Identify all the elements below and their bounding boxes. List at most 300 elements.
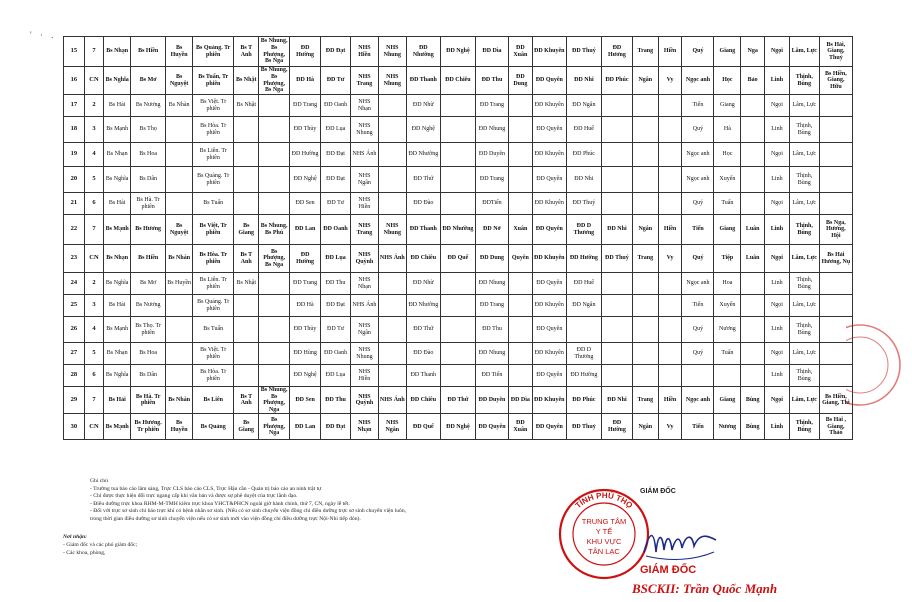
duty-cell	[601, 167, 632, 193]
duty-cell: ĐD Thuý	[566, 193, 601, 215]
duty-cell: Nương	[714, 317, 741, 343]
duty-cell: Bs Hải	[104, 387, 131, 414]
duty-cell	[378, 317, 406, 343]
duty-cell: ĐD Dìa	[475, 37, 508, 67]
stamp-line: TÂN LẠC	[588, 547, 620, 556]
duty-cell	[508, 143, 532, 167]
duty-cell: Bs Quảng. Tr phiên	[193, 37, 234, 67]
duty-cell: Linh	[765, 317, 790, 343]
duty-cell	[741, 317, 765, 343]
stamp-line: KHU VỰC	[586, 537, 622, 546]
duty-cell: ĐD Khuyên	[532, 37, 566, 67]
duty-cell: Ngọi	[765, 343, 790, 365]
director-title-top: GIÁM ĐỐC	[640, 488, 676, 495]
duty-cell	[508, 117, 532, 143]
duty-cell: ĐD Sen	[290, 193, 321, 215]
duty-cell: ĐD Huế	[566, 117, 601, 143]
duty-cell: Lâm, Lực	[789, 387, 819, 414]
duty-cell: Bs Nguyệt	[166, 215, 193, 245]
duty-cell: ĐD Thu	[321, 273, 351, 295]
duty-cell: Bùng	[741, 387, 765, 414]
duty-cell: ĐD Hà	[290, 295, 321, 317]
duty-cell: ĐD Nhi	[601, 215, 632, 245]
duty-cell: Bs Liên	[193, 387, 234, 414]
weekday-cell: 3	[84, 295, 104, 317]
roster-row	[64, 387, 853, 414]
duty-cell: Tuấn	[714, 193, 741, 215]
duty-cell: Quý	[682, 245, 714, 273]
duty-cell: Bs Quảng. Tr phiên	[193, 167, 234, 193]
duty-cell: ĐD Nhung	[475, 117, 508, 143]
duty-cell	[378, 273, 406, 295]
duty-cell	[259, 117, 290, 143]
duty-cell: ĐD Đạt	[321, 37, 351, 67]
duty-cell: Bs T Anh	[234, 37, 259, 67]
duty-cell: ĐD Ngân	[566, 95, 601, 117]
duty-cell	[819, 273, 852, 295]
duty-cell	[819, 95, 852, 117]
duty-cell: Linh	[765, 215, 790, 245]
duty-cell: Ngân	[632, 215, 658, 245]
day-cell: 22	[64, 215, 85, 245]
duty-cell: Bs Nhàn	[166, 245, 193, 273]
duty-cell: ĐD Khuyên	[532, 295, 566, 317]
duty-cell: Bs Huyền	[166, 273, 193, 295]
duty-cell	[166, 143, 193, 167]
duty-cell: Bs Hoa	[131, 343, 166, 365]
duty-cell	[378, 193, 406, 215]
duty-cell: ĐD Chiêu	[406, 387, 440, 414]
duty-cell: ĐD Chiêu	[440, 67, 475, 95]
recipients-title: Nơi nhận:	[63, 534, 87, 540]
duty-cell	[440, 193, 475, 215]
duty-cell	[632, 143, 658, 167]
duty-cell: Lâm, Lực	[789, 143, 819, 167]
recipient-line: - Giám đốc và các phó giám đốc;	[63, 542, 138, 548]
duty-cell: ĐD Phúc	[566, 143, 601, 167]
duty-cell	[440, 117, 475, 143]
duty-cell: Bs Nga, Hương, Hội	[819, 215, 852, 245]
duty-cell: Vy	[658, 67, 682, 95]
duty-cell	[166, 317, 193, 343]
duty-cell: ĐD Nở	[475, 215, 508, 245]
duty-cell: ĐD Tư	[321, 317, 351, 343]
duty-cell: Quý	[682, 193, 714, 215]
duty-cell: ĐD Thủy	[290, 317, 321, 343]
official-stamp	[556, 486, 652, 582]
roster-row	[64, 273, 853, 295]
duty-cell: Luân	[741, 245, 765, 273]
duty-cell: Bs Nhung, Bs Phượng, Bs Nga	[259, 67, 290, 95]
duty-cell: Bs Phượng, Nga	[259, 414, 290, 440]
duty-cell: ĐD Thứ	[406, 167, 440, 193]
duty-cell: Bs Hòa. Tr phiên	[193, 365, 234, 387]
duty-cell: ĐD Hường	[601, 414, 632, 440]
duty-cell: Bs Nhàn	[166, 95, 193, 117]
duty-cell	[259, 193, 290, 215]
duty-cell: NHS Trang	[351, 215, 379, 245]
duty-cell: NHS Ngân	[351, 167, 379, 193]
duty-cell: Ngân	[632, 67, 658, 95]
duty-cell: Tiến	[682, 215, 714, 245]
duty-cell: ĐD Thuý	[566, 37, 601, 67]
duty-cell: Bs Nghĩa	[104, 365, 131, 387]
stamp-line: TRUNG TÂM	[581, 517, 627, 526]
duty-cell	[601, 365, 632, 387]
weekday-cell: CN	[84, 245, 104, 273]
weekday-cell: 5	[84, 167, 104, 193]
duty-cell	[632, 95, 658, 117]
recipient-line: - Các khoa, phòng,	[63, 550, 106, 556]
duty-cell: NHS Nhạn	[351, 414, 379, 440]
duty-cell: ĐD Nhi	[566, 67, 601, 95]
duty-cell: Bs Nhàn	[166, 387, 193, 414]
duty-cell: ĐD Nhường	[406, 143, 440, 167]
roster-row	[64, 193, 853, 215]
duty-cell: Giang	[714, 37, 741, 67]
duty-cell	[819, 295, 852, 317]
note-line: - Đối với trực sơ sinh chỉ báo trực khi có bệnh nhân sơ sinh. (Nếu có sơ sinh chuyển viện đồng chí điều dưỡng trực sơ sinh chuyển viện luôn,	[90, 508, 407, 515]
duty-cell: Bs Hiền	[131, 37, 166, 67]
duty-cell: Bs Hải	[104, 295, 131, 317]
duty-cell: ĐD Quyên	[532, 273, 566, 295]
stamp-ring-text: TỈNH PHÚ THỌ	[573, 490, 635, 511]
duty-cell: Bs Hòa. Tr phiên	[193, 245, 234, 273]
duty-cell	[234, 343, 259, 365]
duty-cell	[601, 143, 632, 167]
duty-cell: Nương	[714, 414, 741, 440]
duty-cell: Luân	[741, 215, 765, 245]
duty-cell: NHS Ánh	[378, 387, 406, 414]
duty-cell: Lâm, Lực	[789, 37, 819, 67]
duty-cell	[259, 295, 290, 317]
duty-cell	[658, 117, 682, 143]
duty-cell: Trang	[632, 245, 658, 273]
duty-cell	[378, 343, 406, 365]
duty-cell: Bs Tuấn	[193, 193, 234, 215]
duty-cell: ĐD D Thương	[566, 215, 601, 245]
day-cell: 16	[64, 67, 85, 95]
duty-cell: Bs Hoa	[131, 143, 166, 167]
duty-cell: Trang	[632, 387, 658, 414]
duty-cell: Quý	[682, 343, 714, 365]
roster-body	[64, 37, 853, 440]
duty-cell: NHS Trang	[351, 67, 379, 95]
duty-cell: ĐD Hà	[290, 67, 321, 95]
weekday-cell: 3	[84, 117, 104, 143]
duty-cell: NHS Quỳnh	[351, 245, 379, 273]
duty-cell	[632, 117, 658, 143]
duty-cell: ĐD Tư	[321, 67, 351, 95]
roster-row	[64, 343, 853, 365]
duty-cell: ĐD Phúc	[566, 387, 601, 414]
duty-cell: Bs Liên. Tr phiên	[193, 273, 234, 295]
duty-cell: Thịnh, Bùng	[789, 317, 819, 343]
notes-block	[90, 478, 530, 524]
duty-cell: Thịnh, Bùng	[789, 273, 819, 295]
duty-cell: Bs Dân	[131, 365, 166, 387]
duty-cell: ĐD Khuyên	[532, 193, 566, 215]
duty-cell: Ngọc anh	[682, 273, 714, 295]
duty-cell: ĐD Thứ	[406, 317, 440, 343]
roster-row	[64, 295, 853, 317]
duty-cell: Bs Mạnh	[104, 414, 131, 440]
duty-cell: Quý	[682, 117, 714, 143]
duty-cell: Ngọi	[765, 387, 790, 414]
duty-cell: Bs Mạnh	[104, 117, 131, 143]
duty-cell: ĐD Khuyên	[532, 387, 566, 414]
weekday-cell: 7	[84, 387, 104, 414]
duty-cell: Bs Hiền, Giang, Thi	[819, 387, 852, 414]
duty-cell: Bs Hương	[131, 215, 166, 245]
duty-cell	[234, 167, 259, 193]
duty-cell: ĐD Thu	[321, 387, 351, 414]
duty-cell: Bs Việt. Tr phiên	[193, 95, 234, 117]
duty-cell: Giang	[714, 95, 741, 117]
weekday-cell: 7	[84, 215, 104, 245]
duty-cell: ĐD Dung	[475, 245, 508, 273]
duty-cell: Lâm, Lực	[789, 343, 819, 365]
duty-cell	[714, 365, 741, 387]
duty-cell	[508, 273, 532, 295]
weekday-cell: 4	[84, 317, 104, 343]
duty-cell	[378, 295, 406, 317]
duty-cell: ĐD Quyên	[532, 365, 566, 387]
duty-cell: ĐD Hường	[290, 245, 321, 273]
duty-cell: Bs Nhật	[234, 95, 259, 117]
duty-cell: ĐD Nghệ	[406, 117, 440, 143]
duty-cell: ĐD Lụa	[321, 117, 351, 143]
duty-cell: ĐD Lụa	[321, 245, 351, 273]
duty-cell	[741, 95, 765, 117]
duty-cell	[632, 317, 658, 343]
duty-cell: ĐD Thuỷ	[566, 414, 601, 440]
duty-cell: Bs Hải, Giang, Thuỷ	[819, 37, 852, 67]
duty-cell: NHS Nhung	[351, 117, 379, 143]
duty-cell: ĐD Quyên	[532, 67, 566, 95]
duty-roster-table	[63, 36, 853, 440]
duty-cell: Bs Dân	[131, 167, 166, 193]
duty-cell	[658, 317, 682, 343]
duty-cell: Ngân	[632, 414, 658, 440]
duty-cell	[234, 117, 259, 143]
duty-cell: ĐD Quyên	[532, 317, 566, 343]
duty-cell: Hà	[714, 117, 741, 143]
duty-cell: Bs Nghĩa	[104, 273, 131, 295]
duty-cell: ĐD Thanh	[406, 67, 440, 95]
duty-cell: Bs Giang	[234, 215, 259, 245]
duty-cell: NHS Nhạn	[351, 95, 379, 117]
duty-cell: Hoa	[714, 273, 741, 295]
duty-cell: Ngọc anh	[682, 143, 714, 167]
duty-cell: Linh	[765, 365, 790, 387]
duty-cell: Quý	[682, 37, 714, 67]
duty-cell	[601, 95, 632, 117]
duty-cell: ĐD Lan	[290, 414, 321, 440]
weekday-cell: 7	[84, 37, 104, 67]
duty-cell: Ngọc anh	[682, 387, 714, 414]
duty-cell: Ngọi	[765, 245, 790, 273]
duty-cell: Linh	[765, 167, 790, 193]
duty-cell: ĐD Quế	[406, 414, 440, 440]
duty-cell: Bs Nhung, Bs Phượng, Bs Nga	[259, 37, 290, 67]
duty-cell: Lâm, Lực	[789, 295, 819, 317]
weekday-cell: 4	[84, 143, 104, 167]
duty-cell: Xuân	[508, 215, 532, 245]
duty-cell: ĐD Lan	[290, 215, 321, 245]
duty-cell	[166, 193, 193, 215]
day-cell: 18	[64, 117, 85, 143]
duty-cell: Bs Hà. Tr phiên	[131, 193, 166, 215]
duty-cell: ĐD Quyên	[532, 117, 566, 143]
duty-cell	[601, 295, 632, 317]
duty-cell	[508, 343, 532, 365]
duty-cell	[741, 365, 765, 387]
day-cell: 30	[64, 414, 85, 440]
stamp-line: Y TẾ	[595, 527, 613, 536]
duty-cell	[234, 365, 259, 387]
duty-cell	[601, 273, 632, 295]
duty-cell	[819, 193, 852, 215]
duty-cell	[440, 273, 475, 295]
day-cell: 26	[64, 317, 85, 343]
duty-cell	[508, 193, 532, 215]
duty-cell: ĐD Thu	[475, 317, 508, 343]
duty-cell: ĐD Nhung	[475, 343, 508, 365]
duty-cell: NHS Nhạn	[351, 273, 379, 295]
duty-cell: ĐD Oanh	[321, 215, 351, 245]
duty-cell: ĐD Hương	[601, 37, 632, 67]
duty-cell	[741, 295, 765, 317]
duty-cell: Bs Hiền	[131, 245, 166, 273]
duty-cell: ĐD Khuyên	[532, 95, 566, 117]
roster-row	[64, 245, 853, 273]
duty-cell: Bs Nhạn	[104, 343, 131, 365]
note-line: - Điều dưỡng trực khoa RHM-M-TMH kiêm trực khoa YHCT&PHCN ngoài giờ hành chính, thứ 7, CN, ngày lễ tết.	[90, 500, 350, 507]
day-cell: 29	[64, 387, 85, 414]
duty-cell	[741, 273, 765, 295]
duty-cell: Bs Mạnh	[104, 317, 131, 343]
duty-cell	[166, 343, 193, 365]
duty-cell: Lâm, Lực	[789, 95, 819, 117]
duty-cell: Hiền	[658, 37, 682, 67]
duty-cell: Bs Hải	[104, 193, 131, 215]
duty-cell	[259, 365, 290, 387]
duty-cell	[682, 365, 714, 387]
duty-cell: Linh	[765, 273, 790, 295]
duty-cell: Bs Tuấn	[193, 317, 234, 343]
roster-row	[64, 143, 853, 167]
roster-row	[64, 167, 853, 193]
duty-cell: Bs Việt, Tr phiên	[193, 215, 234, 245]
duty-cell	[658, 365, 682, 387]
duty-cell	[658, 193, 682, 215]
duty-cell: NHS Ngân	[378, 414, 406, 440]
duty-cell: ĐDTiến	[475, 193, 508, 215]
duty-cell: Tuấn	[714, 343, 741, 365]
day-cell: 24	[64, 273, 85, 295]
signer-name: BSCKII: Trần Quốc Mạnh	[632, 581, 778, 596]
duty-cell	[508, 95, 532, 117]
partial-stamp-overlay	[846, 320, 912, 410]
duty-cell	[601, 117, 632, 143]
duty-cell	[378, 117, 406, 143]
duty-cell: Quý	[682, 317, 714, 343]
duty-cell: Hiền	[658, 215, 682, 245]
duty-cell: ĐD Thủy	[290, 117, 321, 143]
duty-cell: Bs Nương	[131, 95, 166, 117]
roster-row	[64, 317, 853, 343]
duty-cell: Bs Mạnh	[104, 215, 131, 245]
duty-cell: Lâm, Lực	[789, 193, 819, 215]
duty-cell: ĐD Quế	[440, 245, 475, 273]
scan-marks: ' · .	[30, 30, 57, 40]
day-cell: 15	[64, 37, 85, 67]
duty-cell	[508, 167, 532, 193]
duty-cell: ĐD Quyên	[532, 215, 566, 245]
duty-cell: ĐD Hường	[290, 37, 321, 67]
duty-cell: Ngọc anh	[682, 167, 714, 193]
duty-cell: NHS Nhung	[351, 343, 379, 365]
duty-cell: Bs Thọ	[131, 117, 166, 143]
duty-cell: Ngọi	[765, 37, 790, 67]
duty-cell: Linh	[765, 67, 790, 95]
duty-cell: Tiệp	[714, 245, 741, 273]
notes-title: Ghi chú	[90, 478, 108, 484]
duty-cell: Bs Hải , Giang, Thảo	[819, 414, 852, 440]
duty-cell: NHS Ánh	[351, 295, 379, 317]
duty-cell	[440, 295, 475, 317]
duty-cell: Xuyến	[714, 295, 741, 317]
duty-cell	[378, 143, 406, 167]
duty-cell	[440, 317, 475, 343]
duty-cell: Bs Việt. Tr phiên	[193, 343, 234, 365]
duty-cell: ĐD Đạt	[321, 295, 351, 317]
duty-cell: ĐD Nhi	[601, 387, 632, 414]
duty-cell: ĐD Duyên	[475, 143, 508, 167]
duty-cell: ĐD Nhường	[406, 37, 440, 67]
duty-cell: Bs Nhung, Bs Phú	[259, 215, 290, 245]
duty-cell: ĐD Sen	[290, 387, 321, 414]
duty-cell: Học	[714, 143, 741, 167]
duty-cell: ĐD Nghệ	[290, 365, 321, 387]
duty-cell: NHS Nhung	[378, 67, 406, 95]
duty-cell: Tiến	[682, 414, 714, 440]
duty-cell: NHS Ánh	[351, 143, 379, 167]
duty-cell	[658, 343, 682, 365]
duty-cell: Bs T Anh	[234, 387, 259, 414]
duty-cell	[440, 95, 475, 117]
duty-cell: Ngọi	[765, 295, 790, 317]
duty-cell: Bs Hiền, Giang, Hữu	[819, 67, 852, 95]
duty-cell: Bs Thọ. Tr phiên	[131, 317, 166, 343]
duty-cell	[508, 365, 532, 387]
duty-cell: ĐD Khuyên	[532, 245, 566, 273]
duty-cell: ĐD Hường	[566, 245, 601, 273]
duty-cell: Bs Nhật	[234, 67, 259, 95]
duty-cell: Bs Nhạn	[104, 143, 131, 167]
duty-cell: ĐD Thu	[475, 67, 508, 95]
duty-cell	[234, 193, 259, 215]
duty-cell: ĐD D Thương	[566, 343, 601, 365]
duty-cell	[632, 167, 658, 193]
duty-cell: Giang	[714, 215, 741, 245]
duty-cell: ĐD Trang	[290, 95, 321, 117]
duty-cell	[440, 167, 475, 193]
duty-cell: ĐD Xuân	[508, 414, 532, 440]
weekday-cell: 5	[84, 343, 104, 365]
day-cell: 19	[64, 143, 85, 167]
